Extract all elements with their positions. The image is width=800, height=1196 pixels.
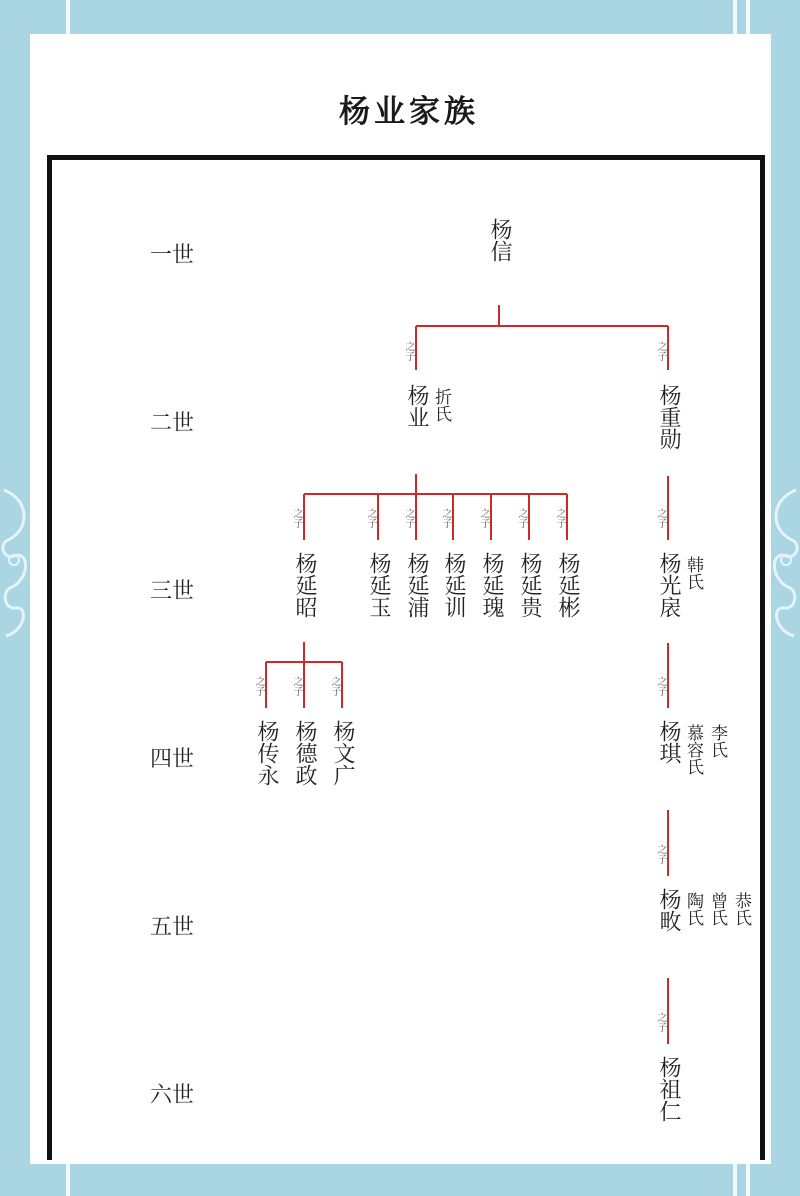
person-yang-yangui: 杨延瑰 <box>479 552 504 618</box>
relation-marker: 之子 <box>365 508 376 528</box>
person-yang-dezheng: 杨德政 <box>292 720 317 786</box>
generation-label: 四世 <box>150 747 195 772</box>
person-yang-yanyu: 杨延玉 <box>366 552 391 618</box>
wife-zhe-shi: 折氏 <box>431 388 451 422</box>
wife-han-shi: 韩氏 <box>683 556 703 590</box>
relation-marker: 之子 <box>403 341 414 361</box>
person-yang-xin: 杨信 <box>487 218 512 262</box>
relation-marker: 之子 <box>655 341 666 361</box>
generation-label: 三世 <box>150 579 195 604</box>
person-yang-yanpu: 杨延浦 <box>404 552 429 618</box>
person-yang-chuanyong: 杨传永 <box>254 720 279 786</box>
wife-tao-shi: 陶氏 <box>683 892 703 926</box>
generation-label: 五世 <box>150 915 195 940</box>
person-yang-qi: 杨琪 <box>656 720 681 764</box>
relation-marker: 之子 <box>329 676 340 696</box>
person-yang-ye: 杨业 <box>404 384 429 428</box>
person-yang-guangchen: 杨光扆 <box>656 552 681 618</box>
wife-murong-shi: 慕容氏 <box>683 724 703 775</box>
person-yang-zhongxun: 杨重勋 <box>656 384 681 450</box>
relation-marker: 之子 <box>253 676 264 696</box>
page-title: 杨业家族 <box>339 94 479 130</box>
person-yang-yanxun: 杨延训 <box>441 552 466 618</box>
wife-gong-shi: 恭氏 <box>731 892 751 926</box>
generation-label: 六世 <box>150 1083 195 1108</box>
person-yang-yangui: 杨延贵 <box>517 552 542 618</box>
wife-zeng-shi: 曾氏 <box>707 892 727 926</box>
relation-marker: 之子 <box>291 508 302 528</box>
relation-marker: 之子 <box>655 676 666 696</box>
wife-li-shi: 李氏 <box>707 724 727 758</box>
relation-marker: 之子 <box>655 1012 666 1032</box>
generation-label: 二世 <box>150 411 195 436</box>
relation-marker: 之子 <box>478 508 489 528</box>
person-yang-yanbin: 杨延彬 <box>555 552 580 618</box>
relation-marker: 之子 <box>291 676 302 696</box>
person-yang-zuren: 杨祖仁 <box>656 1056 681 1122</box>
person-yang-wenguang: 杨文广 <box>330 720 355 786</box>
relation-marker: 之子 <box>655 844 666 864</box>
generation-label: 一世 <box>150 243 195 268</box>
relation-marker: 之子 <box>554 508 565 528</box>
relation-marker: 之子 <box>516 508 527 528</box>
relation-marker: 之子 <box>655 508 666 528</box>
person-yang-tian: 杨畋 <box>656 888 681 932</box>
relation-marker: 之子 <box>440 508 451 528</box>
person-yang-yanzhao: 杨延昭 <box>292 552 317 618</box>
relation-marker: 之子 <box>403 508 414 528</box>
